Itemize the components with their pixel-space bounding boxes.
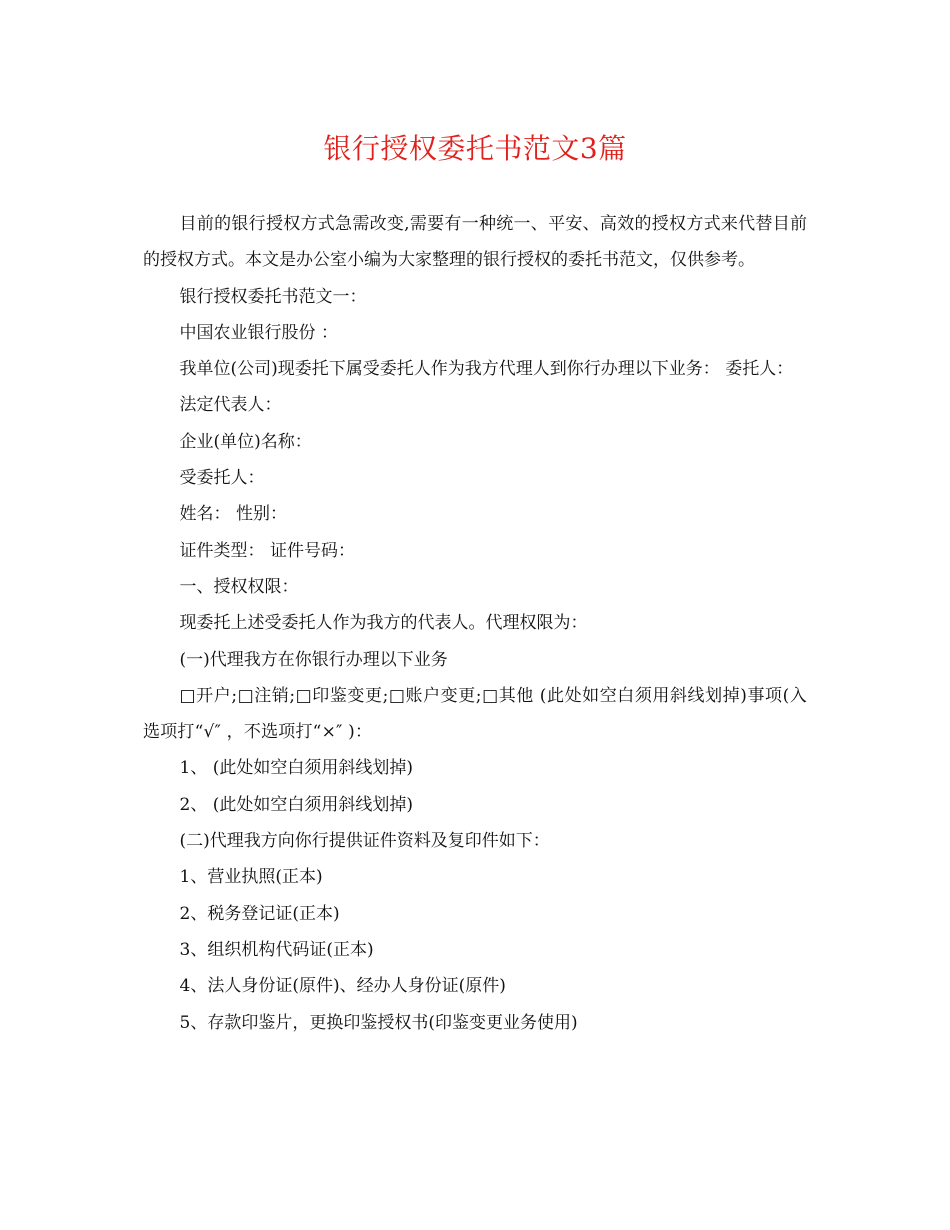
documents-heading: (二)代理我方向你行提供证件资料及复印件如下： <box>179 831 550 852</box>
document-item-4: 4、法人身份证(原件)、经办人身份证(原件) <box>179 976 506 997</box>
section-heading-sample-one: 银行授权委托书范文一： <box>179 286 367 307</box>
id-type-number-field: 证件类型： 证件号码： <box>179 540 355 561</box>
document-item-5: 5、存款印鉴片，更换印鉴授权书(印鉴变更业务使用) <box>179 1012 578 1033</box>
authorization-scope-heading: 一、授权权限： <box>179 576 299 597</box>
addressee-line: 中国农业银行股份 ： <box>179 322 338 343</box>
document-title: 银行授权委托书范文3篇 <box>323 132 627 165</box>
company-name-field: 企业(单位)名称： <box>179 431 312 452</box>
business-item-1: 1、 (此处如空白须用斜线划掉) <box>179 758 414 779</box>
business-options-line: □开户;□注销;□印鉴变更;□账户变更;□其他 (此处如空白须用斜线划掉)事项(入选项打“√″ ，不选项打“×″ )： <box>143 685 807 743</box>
authorization-scope-text: 现委托上述受委托人作为我方的代表人。代理权限为： <box>179 613 588 634</box>
document-body <box>143 206 807 1041</box>
document-item-3: 3、组织机构代码证(正本) <box>179 939 374 960</box>
business-list-heading: (一)代理我方在你银行办理以下业务 <box>179 649 448 670</box>
document-item-1: 1、营业执照(正本) <box>179 867 323 888</box>
delegation-statement: 我单位(公司)现委托下属受委托人作为我方代理人到你行办理以下业务： 委托人： <box>179 359 794 380</box>
document-item-2: 2、税务登记证(正本) <box>179 903 340 924</box>
trustee-field: 受委托人： <box>179 468 265 489</box>
business-item-2: 2、 (此处如空白须用斜线划掉) <box>179 794 414 815</box>
intro-paragraph: 目前的银行授权方式急需改变,需要有一种统一、平安、高效的授权方式来代替目前的授权方式。本文是办公室小编为大家整理的银行授权的委托书范文，仅供参考。 <box>143 214 807 271</box>
name-gender-field: 姓名： 性别： <box>179 504 287 525</box>
legal-representative-field: 法定代表人： <box>179 395 282 416</box>
